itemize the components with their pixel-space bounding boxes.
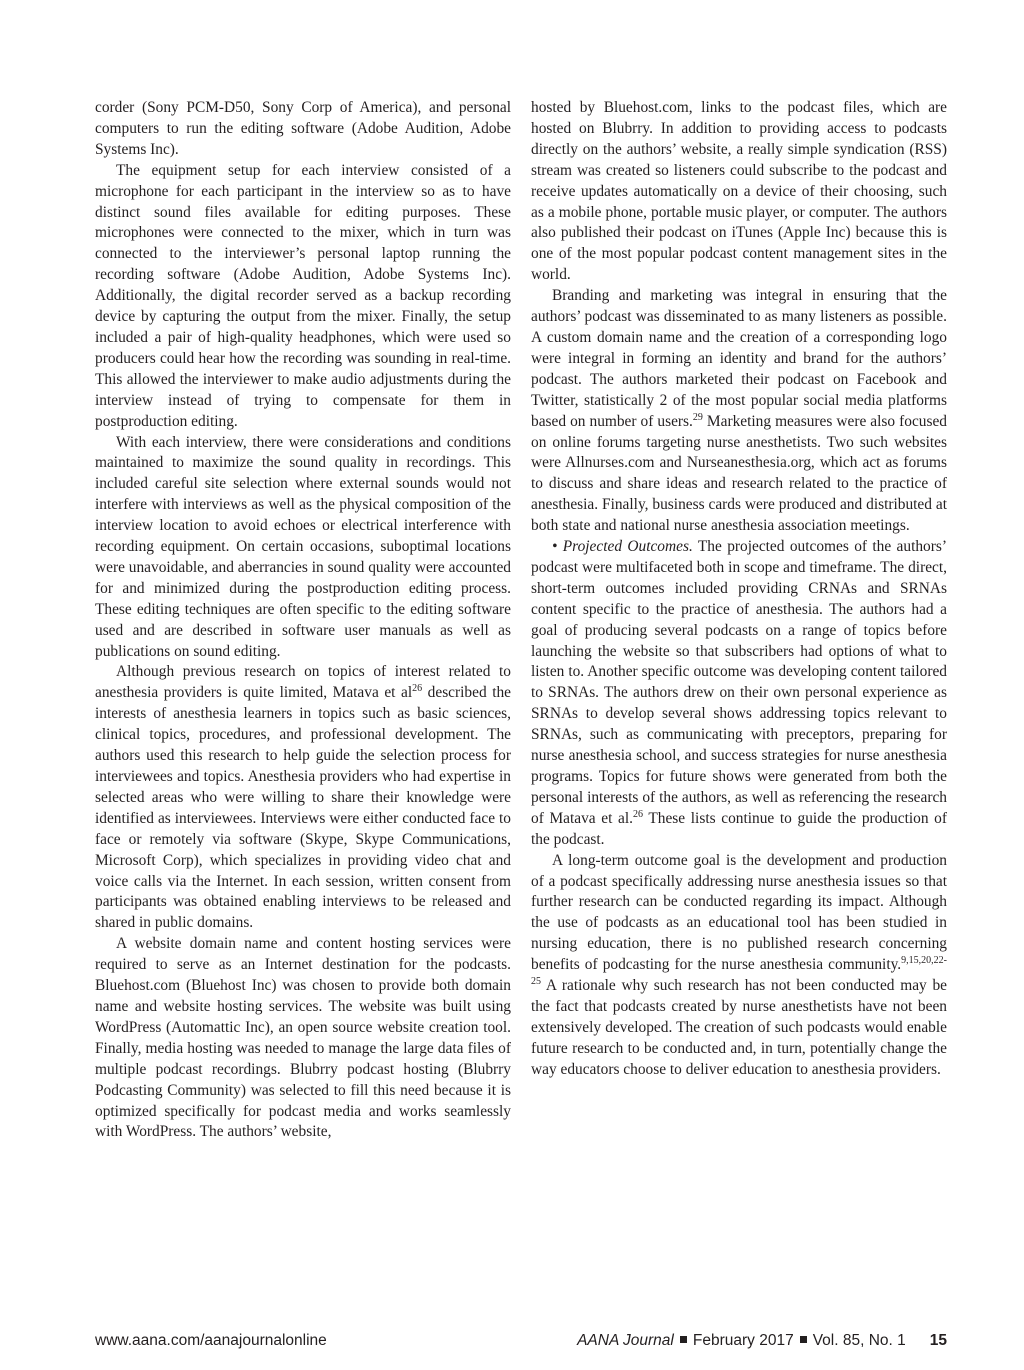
body-paragraph: A website domain name and content hosting services were required to serve as an Internet destination for the podcasts. Bluehost.com (Bluehost Inc) was chosen to provide both domain name and website hosting services. The website was built using WordPress (Automattic Inc), an open source website creation tool. Finally, media hosting was needed to manage the large data files of multiple podcast recordings. Blubrry podcast hosting (Blubrry Podcasting Community) was selected to fill this need because it is optimized specifically for podcast media and works seamlessly with WordPress. The authors’ website, — [95, 935, 511, 1141]
body-paragraph — [531, 851, 947, 1081]
left-column — [95, 98, 511, 1143]
paragraph-text: Although previous research on topics of interest related to anesthesia providers is quite limited, Matava et al — [95, 663, 511, 702]
page-footer — [95, 1332, 947, 1354]
paragraph-text: The projected outcomes of the authors’ podcast were multifaceted both in scope and timeframe. The direct, short-term outcomes included providing CRNAs and SRNAs content specific to the practice of anesthesia. The authors had a goal of producing several podcasts on a range of topics before launching the website so that subscribers had options of what to listen to. Another specific outcome was developing content tailored to SRNAs. The authors drew on their own personal experience as SRNAs to develop several shows addressing topics relevant to SRNAs, such as communicating with preceptors, preparing for nurse anesthesia school, and success strategies for nurse anesthesia programs. Topics for future shows were generated from both the personal interests of the authors, as well as referencing the research of Matava et al. — [531, 538, 947, 827]
volume-issue: Vol. 85, No. 1 — [812, 1332, 906, 1349]
reference-superscript: 26 — [633, 808, 643, 820]
journal-name: AANA Journal — [577, 1332, 674, 1349]
square-bullet-icon — [680, 1336, 687, 1343]
page-number: 15 — [929, 1332, 947, 1349]
paragraph-text: A rationale why such research has not been conducted may be the fact that podcasts created by nurse anesthetists have not been extensively developed. The creation of such podcasts would enable future research to be conducted and, in turn, potentially change the way educators choose to deliver education to anesthesia providers. — [531, 977, 947, 1078]
issue-date: February 2017 — [692, 1332, 794, 1349]
reference-superscript: 29 — [692, 411, 703, 423]
square-bullet-icon — [800, 1336, 807, 1343]
paragraph-text: Branding and marketing was integral in ensuring that the authors’ podcast was disseminated to as many listeners as possible. A custom domain name and the creation of a corresponding logo were integral in forming an identity and brand for the authors’ podcast. The authors marketed their podcast on Facebook and Twitter, statistically 2 of the most popular social media platforms based on number of users. — [531, 287, 947, 430]
paragraph-text: A long-term outcome goal is the development and production of a podcast specifically addressing nurse anesthesia issues so that further research can be conducted regarding its impact. Although the use of podcasts as an educational tool has been studied in nursing education, there is no published research concerning benefits of podcasting for the nurse anesthesia community. — [531, 851, 947, 974]
reference-superscript: 26 — [412, 683, 423, 695]
journal-url: www.aana.com/aanajournalonline — [95, 1332, 327, 1349]
body-paragraph: hosted by Bluehost.com, links to the podcast files, which are hosted on Blubrry. In addition to providing access to podcasts directly on the authors’ website, a really simple syndication (RSS) stream was created so listeners could subscribe to the podcast and receive updates automatically on a device of their choosing, such as a mobile phone, portable music player, or computer. The authors also published their podcast on iTunes (Apple Inc) because this is one of the most popular podcast content management sites in the world. — [531, 99, 947, 284]
body-paragraph: The equipment setup for each interview consisted of a microphone for each participant in the interview so as to have distinct sound files available for editing purposes. These microphones were connected to the mixer, which in turn was connected to the interviewer’s personal laptop running the recording software (Adobe Audition, Adobe Systems Inc). Additionally, the digital recorder served as a backup recording device by capturing the output from the mixer. Finally, the setup included a pair of high-quality headphones, which were used so producers could hear how the recording was sounding in real-time. This allowed the interviewer to make audio adjustments during the interview instead of trying to compensate for them in postproduction editing. — [95, 161, 511, 430]
paragraph-text: These lists continue to guide the production of the podcast. — [531, 809, 947, 848]
body-paragraph: With each interview, there were considerations and conditions maintained to maximize the sound quality in recordings. This included careful site selection where external sounds would not interfere with interviews as well as the physical composition of the interview location to avoid echoes or electrical interference with recording equipment. On certain occasions, suboptimal locations were unavoidable, and aberrancies in sound quality were accounted for and minimized during the postproduction editing process. These editing techniques are often specific to the editing software used and are described in software user manuals as well as publications on sound editing. — [95, 433, 511, 660]
section-lead-heading: • Projected Outcomes. — [552, 538, 693, 556]
journal-citation — [577, 1332, 947, 1350]
body-paragraph — [95, 662, 511, 934]
paragraph-text: described the interests of anesthesia learners in topics such as basic sciences, clinical topics, procedures, and professional development. The authors used this research to help guide the selection process for interviewees and topics. Anesthesia providers who had expertise in selected areas who were willing to share their knowledge were identified as interviewees. Interviews were either conducted face to face or remotely via software (Skype, Skype Communications, Microsoft Corp), which specializes in providing video chat and voice calls via the Internet. In each session, written consent from participants was obtained enabling interviews to be released and shared in public domains. — [95, 684, 511, 932]
body-paragraph — [531, 286, 947, 537]
body-paragraph: corder (Sony PCM-D50, Sony Corp of America), and personal computers to run the editing software (Adobe Audition, Adobe Systems Inc). — [95, 99, 511, 158]
body-paragraph — [531, 537, 947, 851]
reference-superscript: 9,15,20,22-25 — [531, 955, 947, 988]
paragraph-text: Marketing measures were also focused on online forums targeting nurse anesthetists. Two such websites were Allnurses.com and Nurseanesthesia.org, which act as forums to discuss and share ideas and research related to the practice of anesthesia. Finally, business cards were produced and distributed at both state and national nurse anesthesia association meetings. — [531, 412, 947, 535]
right-column — [531, 98, 947, 1081]
